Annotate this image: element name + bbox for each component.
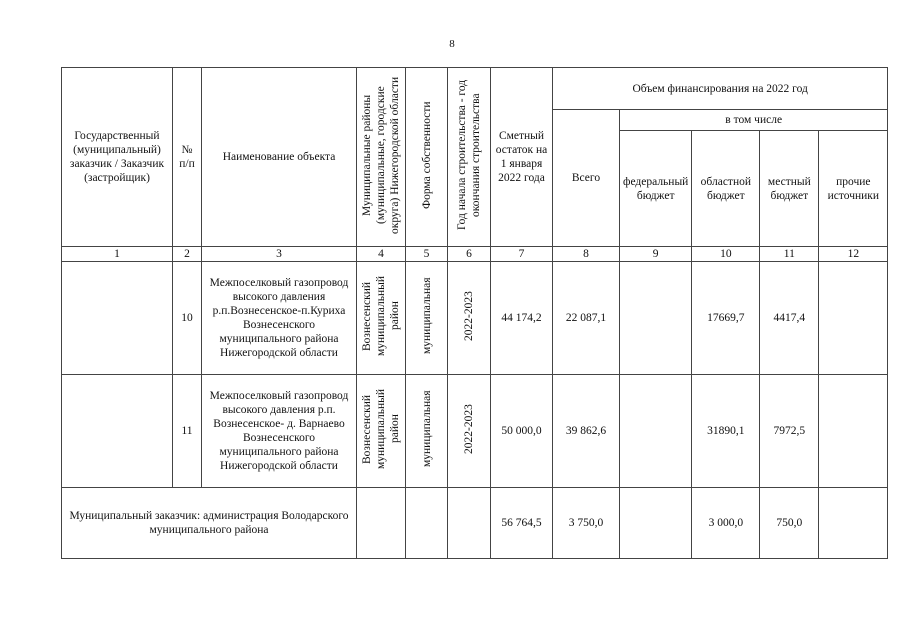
row-federal	[620, 262, 692, 375]
row-federal	[620, 375, 692, 488]
header-total: Всего	[553, 110, 620, 247]
col-number: 5	[406, 247, 448, 262]
row-object: Межпоселковый газопровод высокого давления р.п.Вознесенское-п.Куриха Вознесенского муниципального района Нижегородской области	[202, 262, 357, 375]
summary-empty	[357, 488, 406, 559]
summary-local: 750,0	[760, 488, 819, 559]
row-other	[819, 262, 888, 375]
header-ownership	[406, 68, 448, 247]
summary-total: 3 750,0	[553, 488, 620, 559]
summary-empty	[406, 488, 448, 559]
header-funding: Объем финансирования на 2022 год	[553, 68, 888, 110]
financing-table	[61, 67, 888, 559]
row-customer	[62, 262, 173, 375]
row-district-text: Вознесенский муниципальный район	[361, 388, 401, 470]
header-federal: федеральный бюджет	[620, 131, 692, 247]
row-local: 7972,5	[760, 375, 819, 488]
row-num: 11	[173, 375, 202, 488]
col-number: 3	[202, 247, 357, 262]
header-ownership-text: Форма собственности	[420, 101, 433, 209]
header-num: № п/п	[173, 68, 202, 247]
header-balance: Сметный остаток на 1 января 2022 года	[491, 68, 553, 247]
row-district	[357, 262, 406, 375]
row-object: Межпоселковый газопровод высокого давления р.п. Вознесенское- д. Варнаево Вознесенского муниципального района Нижегородской области	[202, 375, 357, 488]
col-number: 12	[819, 247, 888, 262]
summary-federal	[620, 488, 692, 559]
row-ownership-text: муниципальная	[420, 390, 433, 468]
col-number: 9	[620, 247, 692, 262]
row-num: 10	[173, 262, 202, 375]
row-years	[448, 375, 491, 488]
row-ownership-text: муниципальная	[420, 277, 433, 355]
col-number: 8	[553, 247, 620, 262]
summary-other	[819, 488, 888, 559]
header-districts-text: Муниципальные районы (муниципальные, городские округа) Нижегородской области	[361, 76, 401, 234]
summary-balance: 56 764,5	[491, 488, 553, 559]
header-object: Наименование объекта	[202, 68, 357, 247]
summary-label: Муниципальный заказчик: администрация Володарского муниципального района	[62, 488, 357, 559]
table-row	[62, 262, 888, 375]
row-local: 4417,4	[760, 262, 819, 375]
row-district	[357, 375, 406, 488]
row-other	[819, 375, 888, 488]
row-district-text: Вознесенский муниципальный район	[361, 275, 401, 357]
col-number: 11	[760, 247, 819, 262]
table-row	[62, 375, 888, 488]
header-regional: областной бюджет	[692, 131, 760, 247]
col-number: 10	[692, 247, 760, 262]
col-number: 4	[357, 247, 406, 262]
header-other: прочие источники	[819, 131, 888, 247]
row-years-text: 2022-2023	[463, 291, 475, 341]
summary-row	[62, 488, 888, 559]
header-including: в том числе	[620, 110, 888, 131]
row-customer	[62, 375, 173, 488]
col-number: 1	[62, 247, 173, 262]
row-regional: 31890,1	[692, 375, 760, 488]
row-ownership	[406, 262, 448, 375]
summary-regional: 3 000,0	[692, 488, 760, 559]
header-years-text: Год начала строительства - год окончания строительства	[456, 79, 482, 231]
col-number: 2	[173, 247, 202, 262]
header-local: местный бюджет	[760, 131, 819, 247]
row-balance: 50 000,0	[491, 375, 553, 488]
row-balance: 44 174,2	[491, 262, 553, 375]
row-total: 22 087,1	[553, 262, 620, 375]
col-number: 7	[491, 247, 553, 262]
summary-empty	[448, 488, 491, 559]
row-ownership	[406, 375, 448, 488]
row-regional: 17669,7	[692, 262, 760, 375]
header-districts	[357, 68, 406, 247]
row-total: 39 862,6	[553, 375, 620, 488]
row-years	[448, 262, 491, 375]
col-number: 6	[448, 247, 491, 262]
header-years	[448, 68, 491, 247]
row-years-text: 2022-2023	[463, 404, 475, 454]
page-number: 8	[449, 38, 455, 50]
header-customer: Государственный (муниципальный) заказчик / Заказчик (застройщик)	[62, 68, 173, 247]
